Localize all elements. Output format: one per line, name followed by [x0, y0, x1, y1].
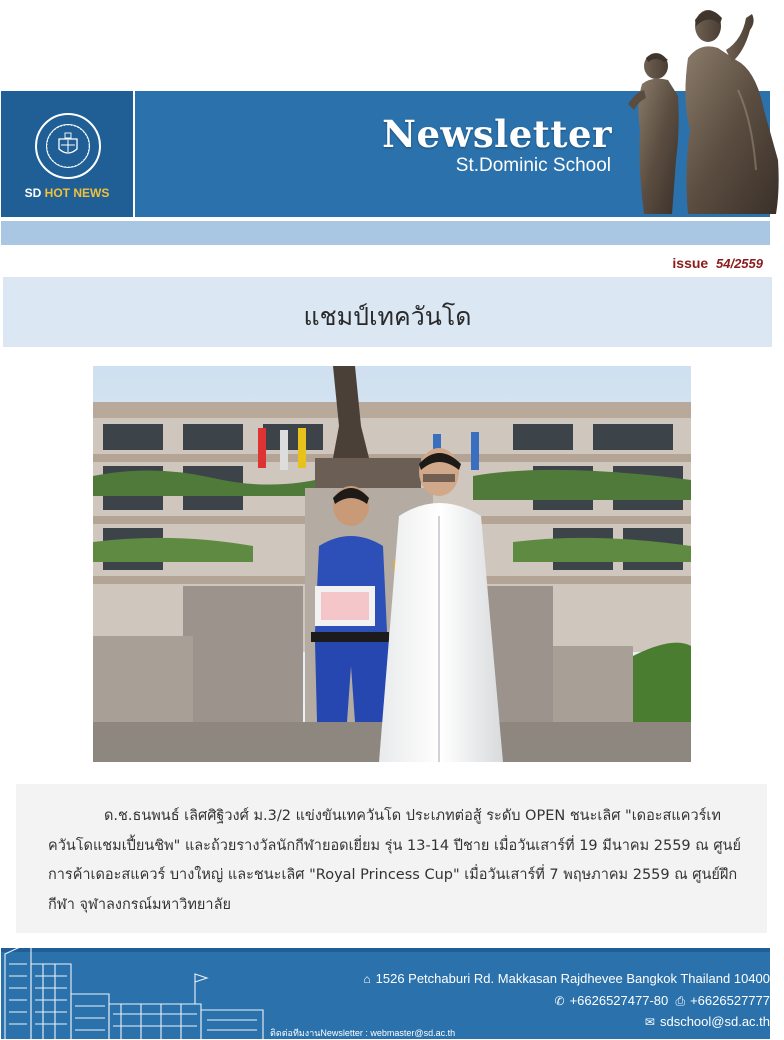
- phone-icon: ✆: [554, 994, 565, 1008]
- fax-icon: ⎙: [675, 994, 686, 1008]
- footer-email-text[interactable]: sdschool@sd.ac.th: [659, 1014, 770, 1029]
- article-body-box: [16, 784, 767, 933]
- envelope-icon: ✉: [644, 1015, 655, 1029]
- footer-contact-webmaster[interactable]: ติดต่อทีมงานNewsletter : webmaster@sd.ac.th: [270, 1028, 456, 1038]
- footer-phone-fax: [555, 993, 771, 1009]
- header-strip: [1, 221, 770, 245]
- school-seal-logo: [35, 113, 101, 179]
- school-name: St.Dominic School: [455, 155, 611, 176]
- issue-value: 54/2559: [716, 256, 763, 271]
- newsletter-title: Newsletter: [382, 112, 612, 156]
- footer-phone-text: +6626527477-80: [569, 993, 669, 1008]
- logo-label-hot-news: HOT NEWS: [44, 186, 110, 200]
- footer-fax-text: +6626527777: [690, 993, 770, 1008]
- footer-address: [363, 971, 770, 986]
- footer-address-text: 1526 Petchaburi Rd. Makkasan Rajdhevee Bangkok Thailand 10400: [375, 971, 770, 986]
- issue-number: [600, 255, 763, 271]
- school-buildings-illustration: [1, 934, 301, 1039]
- home-icon: ⌂: [363, 972, 371, 986]
- article-photo: [93, 366, 691, 762]
- article-text: ด.ช.ธนพนธ์ เลิศศิฐิวงศ์ ม.3/2 แข่งขันเทควันโด ประเภทต่อสู้ ระดับ OPEN ชนะเลิศ "เดอะสแควร์เทควันโดแชมเปี้ยนชิพ" และถ้วยรางวัลนักกีฬายอดเยี่ยม รุ่น 13-14 ปีชาย เมื่อวันเสาร์ที่ 19 มีนาคม 2559 ณ ศูนย์การค้าเดอะสแควร์ บางใหญ่ และชนะเลิศ "Royal Princess Cup" เมื่อวันเสาร์ที่ 7 พฤษภาคม 2559 ณ ศูนย์ฝึกกีฬา จุฬาลงกรณ์มหาวิทยาลัย: [48, 808, 741, 913]
- school-logo-panel: [1, 91, 135, 217]
- footer-email: [645, 1014, 770, 1029]
- statue-image: [618, 0, 784, 218]
- article-headline: แชมป์เทควันโด: [303, 302, 472, 331]
- logo-label-sd: SD: [24, 186, 45, 200]
- issue-label: issue: [672, 255, 709, 271]
- headline-banner: [3, 277, 772, 347]
- sd-hot-news-label: [1, 186, 133, 200]
